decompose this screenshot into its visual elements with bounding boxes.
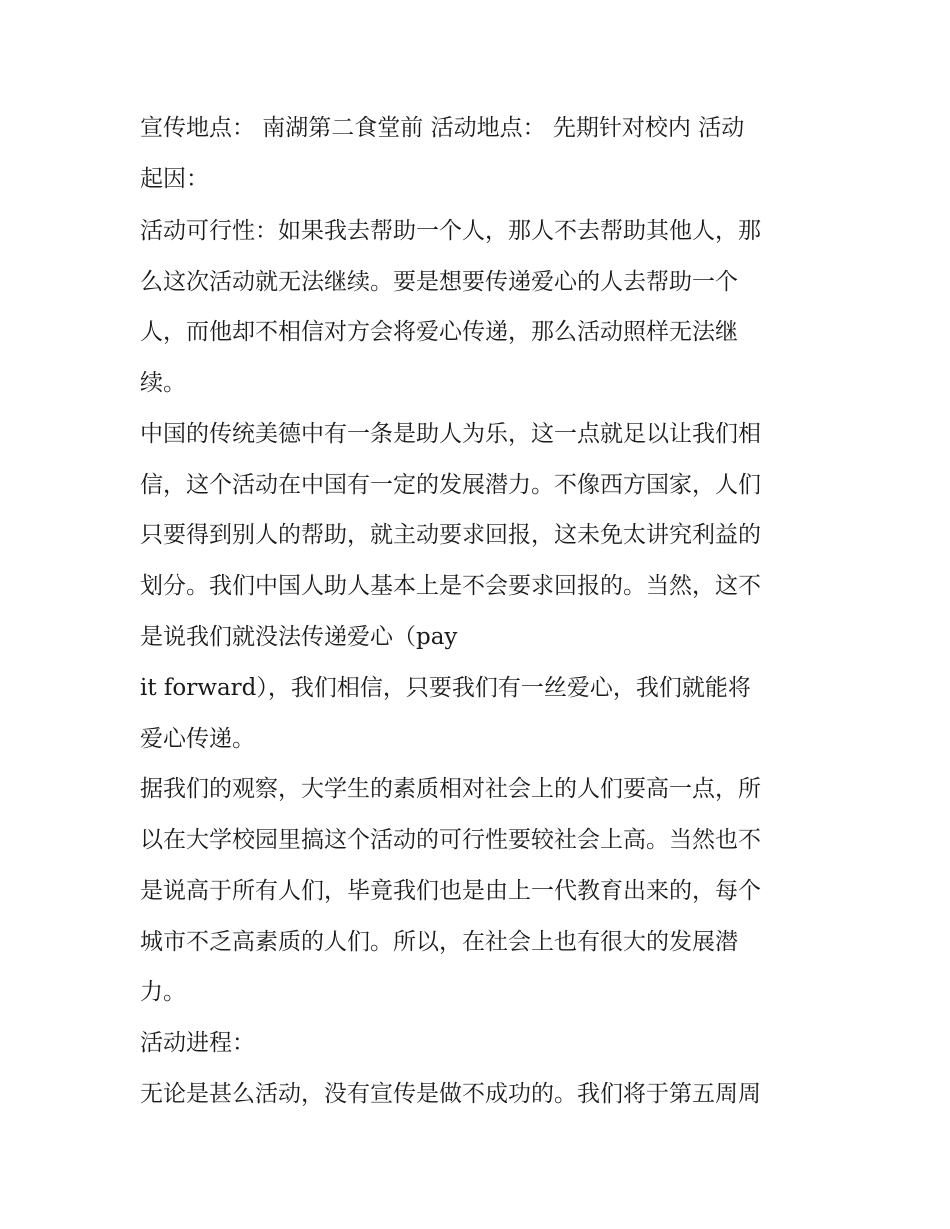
text-line-5: 人，而他却不相信对方会将爱心传递，那么活动照样无法继 xyxy=(140,319,738,345)
text-line-14: 据我们的观察，大学生的素质相对社会上的人们要高一点，所 xyxy=(140,776,761,802)
text-line-9: 只要得到别人的帮助，就主动要求回报，这未免太讲究利益的 xyxy=(140,522,761,548)
text-line-11: 是说我们就没法传递爱心（pay xyxy=(140,624,458,650)
text-line-19: 活动进程： xyxy=(140,1030,255,1056)
text-line-8: 信，这个活动在中国有一定的发展潜力。不像西方国家，人们 xyxy=(140,472,761,498)
text-line-3: 活动可行性：如果我去帮助一个人，那人不去帮助其他人，那 xyxy=(140,218,761,244)
text-line-10: 划分。我们中国人助人基本上是不会要求回报的。当然，这不 xyxy=(140,573,761,599)
text-line-17: 城市不乏高素质的人们。所以，在社会上也有很大的发展潜 xyxy=(140,929,738,955)
text-line-6: 续。 xyxy=(140,370,186,396)
text-line-16: 是说高于所有人们，毕竟我们也是由上一代教育出来的，每个 xyxy=(140,878,761,904)
text-line-20: 无论是甚么活动，没有宣传是做不成功的。我们将于第五周周 xyxy=(140,1081,761,1107)
text-line-15: 以在大学校园里搞这个活动的可行性要较社会上高。当然也不 xyxy=(140,827,761,853)
text-line-18: 力。 xyxy=(140,979,186,1005)
text-line-4: 么这次活动就无法继续。要是想要传递爱心的人去帮助一个 xyxy=(140,269,738,295)
text-line-1: 宣传地点： 南湖第二食堂前 活动地点： 先期针对校内 活动 xyxy=(140,115,745,141)
text-line-7: 中国的传统美德中有一条是助人为乐，这一点就足以让我们相 xyxy=(140,421,761,447)
text-line-12: it forward），我们相信，只要我们有一丝爱心，我们就能将 xyxy=(140,675,751,701)
text-line-2: 起因： xyxy=(140,166,209,192)
text-line-13: 爱心传递。 xyxy=(140,726,255,752)
